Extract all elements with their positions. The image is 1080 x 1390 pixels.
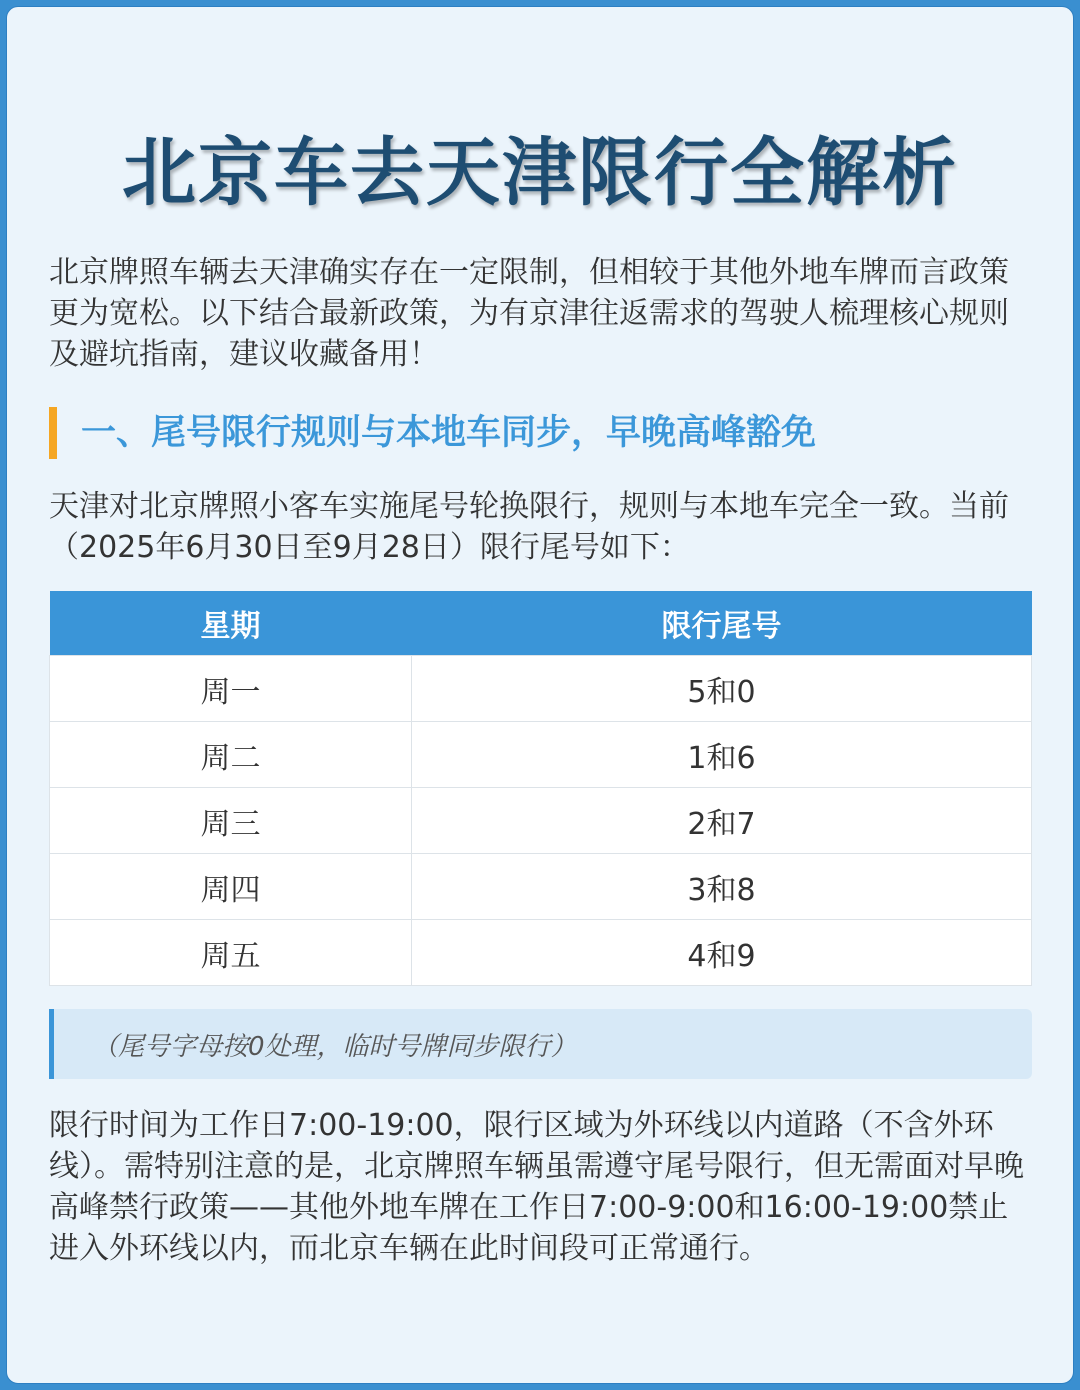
- heading-accent-bar: [49, 407, 57, 459]
- detail-paragraph: 限行时间为工作日7:00-19:00，限行区域为外环线以内道路（不含外环线）。需特别注意的是，北京牌照车辆虽需遵守尾号限行，但无需面对早晚高峰禁行政策——其他外地车牌在工作日7:00-9:00和16:00-19:00禁止进入外环线以内，而北京车辆在此时间段可正常通行。: [49, 1108, 1024, 1266]
- plate-number-cell: 2和7: [412, 788, 1032, 854]
- plate-number-cell: 3和8: [412, 854, 1032, 920]
- header-plate-numbers: 限行尾号: [412, 591, 1032, 656]
- note-text: （尾号字母按0处理，临时号牌同步限行）: [92, 1031, 577, 1062]
- table-row: [50, 920, 1032, 986]
- plate-number-cell: 4和9: [412, 920, 1032, 986]
- section-lead-paragraph: 天津对北京牌照小客车实施尾号轮换限行，规则与本地车完全一致。当前（2025年6月30日至9月28日）限行尾号如下：: [49, 489, 1009, 565]
- weekday-cell: 周四: [50, 854, 412, 920]
- content-card: [6, 6, 1074, 1384]
- weekday-cell: 周五: [50, 920, 412, 986]
- weekday-cell: 周三: [50, 788, 412, 854]
- table-row: [50, 788, 1032, 854]
- header-weekday: 星期: [50, 591, 412, 656]
- table-header-row: [50, 591, 1032, 656]
- page-title: 北京车去天津限行全解析: [122, 130, 958, 216]
- table-row: [50, 722, 1032, 788]
- note-box: [49, 1009, 1032, 1079]
- intro-paragraph: 北京牌照车辆去天津确实存在一定限制，但相较于其他外地车牌而言政策更为宽松。以下结合最新政策，为有京津往返需求的驾驶人梳理核心规则及避坑指南，建议收藏备用！: [49, 255, 1009, 372]
- table-row: [50, 854, 1032, 920]
- plate-restriction-table: [49, 591, 1032, 986]
- weekday-cell: 周二: [50, 722, 412, 788]
- plate-number-cell: 5和0: [412, 656, 1032, 722]
- weekday-cell: 周一: [50, 656, 412, 722]
- table-row: [50, 656, 1032, 722]
- plate-number-cell: 1和6: [412, 722, 1032, 788]
- section-heading: [49, 407, 816, 459]
- section-heading-text: 一、尾号限行规则与本地车同步，早晚高峰豁免: [81, 413, 817, 453]
